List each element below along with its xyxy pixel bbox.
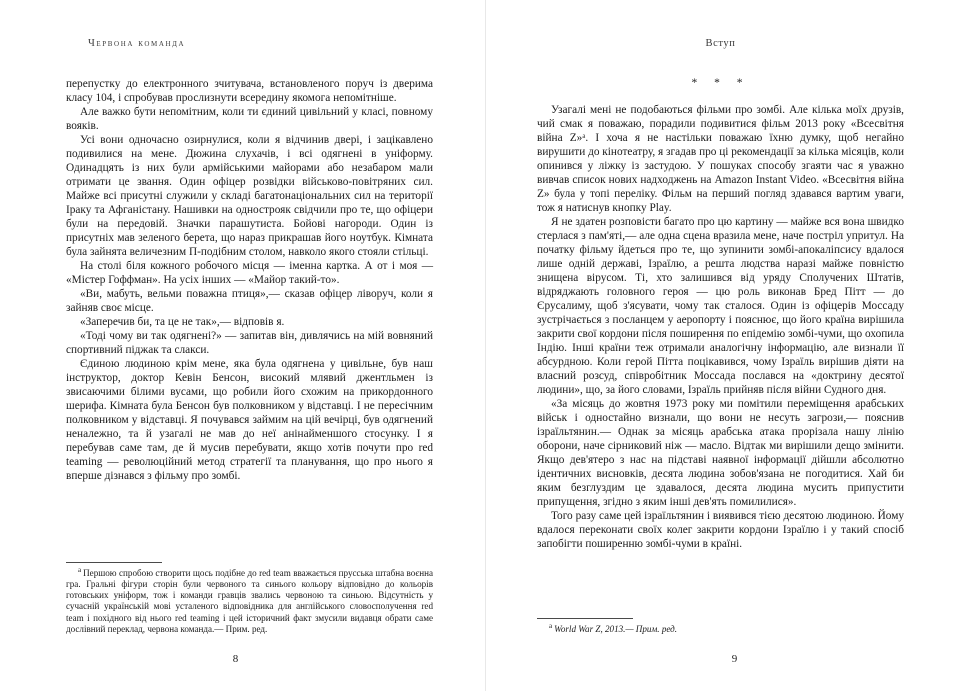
running-head-left: Червона команда	[88, 38, 186, 49]
section-divider: * * *	[691, 77, 750, 89]
page-number: 8	[232, 653, 239, 665]
paragraph: Єдиною людиною крім мене, яка була одягнена у цивільне, був наш інструктор, доктор Кевін Бенсон, високий млявий джентльмен із звисаючими білими вусами, що робили його схожим на прикордонного шерифа. Кімната була Бенсон був полковником у відставці. І не пересічним полковником у відставці. Я почувався займим на цій вечірці, був одягнений неналежно, та й узагалі не мав до неї анінайменшого стосунку. І я перебував саме там, де й мусив перебувати, якщо хотів почути про red teaming — революційний метод стратегії та планування, що про нього я вперше дізнався з фільму про зомбі.	[66, 358, 433, 482]
footnote-marker: a	[78, 565, 82, 574]
paragraph: Усі вони одночасно озирнулися, коли я відчинив двері, і зацікавлено подивилися на мене. Дюжина слухачів, і всі одягнені в уніформу. Одинадцять із них були армійськими майорами або незабаром мали отримати це звання. Один офіцер розвідки військово-повітряних сил. Майже всі присутні служили у складі багатонаціональних сил на території Іраку та Афганістану. Нашивки на однострояк свідчили про те, що офіцери були на передовій. Значки парашутиста. Бойові нагороди. Один із присутніх мав зеленого берета, що нараз прикрашав його ноутбук. Кімната була зайнята величезним П-подібним столом, навколо якого стояли стільці.	[66, 134, 433, 258]
body-text-right	[537, 103, 904, 551]
paragraph: Але важко бути непомітним, коли ти єдиний цивільний у класі, повному вояків.	[66, 106, 433, 132]
page-right	[485, 0, 970, 691]
paragraph: «Ви, мабуть, вельми поважна птиця»,— сказав офіцер ліворуч, коли я зайняв своє місце.	[66, 288, 433, 314]
paragraph: «За місяць до жовтня 1973 року ми помітили переміщення арабських військ і одностайно визнали, що вони не несуть загрози,— пояснив ізраїльтянин.— Однак за місяць арабська атака прорізала нашу лінію оборони, наче сірниковий ніж — масло. Відтак ми вирішили дещо змінити. Якщо дев'ятеро з нас на підставі наявної інформації дійшли абсолютно ідентичних висновків, десята людина зобов'язана не погодитися. Хай би яким безглуздим це здавалося, десята людина мусить припустити припущення, згідно з яким інші дев'ять помилилися».	[537, 398, 904, 508]
footnote-divider	[66, 562, 162, 563]
paragraph: «Заперечив би, та це не так»,— відповів я.	[80, 316, 285, 328]
body-text-left	[66, 77, 433, 483]
running-head-right: Вступ	[705, 38, 736, 49]
footnote-block-left	[66, 553, 433, 635]
paragraph: «Тоді чому ви так одягнені?» — запитав він, дивлячись на мій вовняний спортивний піджак та слакси.	[66, 330, 433, 356]
footnote-right	[537, 621, 904, 635]
folio-right	[485, 653, 970, 665]
footnote-block-right	[537, 609, 904, 635]
footnote-marker: a	[549, 621, 553, 630]
footnote-divider	[537, 618, 633, 619]
paragraph: На столі біля кожного робочого місця — іменна картка. А от і моя — «Містер Гоффман». На усіх інших — «Майор такий-то».	[66, 260, 433, 286]
footnote-left	[66, 565, 433, 635]
paragraph: Я не здатен розповісти багато про цю картину — майже вся вона швидко стерлася з пам'яті,— але одна сцена вразила мене, наче постріл упритул. На початку фільму йдеться про те, що зупинити зомбі-апокаліпсису вдалося лише одній державі, Ізраїлю, а решта людства наразі майже повністю знищена вірусом. Ті, хто залишився від уряду Сполучених Штатів, відряджають головного героя — цю роль виконав Бред Пітт — до Єрусалиму, щоб з'ясувати, чому так сталося. Один із офіцерів Моссаду зустрічається з посланцем у аеропорту і пояснює, що його країна вирішила закрити свої кордони після поширення по епідемію зомбі-чуми, що охопила Індію. Інші країни теж отримали аналогічну інформацію, але визнали її абсурдною. Коли герой Пітта поцікавився, чому Ізраїль вирішив діяти на власний розсуд, співробітник Моссада послався на «доктрину десятої людини», що, за його словами, Ізраїль прийняв після війни Судного дня.	[537, 216, 904, 396]
page-number: 9	[731, 653, 738, 665]
folio-left	[0, 653, 485, 665]
paragraph: Того разу саме цей ізраїльтянин і виявився тією десятою людиною. Йому вдалося переконати своїх колег закрити кордони Ізраїлю і у такий спосіб запобігти поширенню зомбі-чуми в країні.	[537, 510, 904, 550]
footnote-text: World War Z, 2013.— Прим. ред.	[554, 623, 678, 634]
paragraph: перепустку до електронного зчитувача, встановленого поруч із дверима класу 104, і спробував прослизнути всередину якомога непомітніше.	[66, 78, 433, 104]
paragraph: Узагалі мені не подобаються фільми про зомбі. Але кілька моїх друзів, чий смак я поважаю, порадили подивитися фільм 2013 року «Всесвітня війна Z»ᵃ. І хоча я не настільки поважаю їхню думку, щоб негайно вирушити до кінотеатру, я згадав про ці рекомендації за кілька місяців, коли опинився у ліжку із застудою. У пошуках способу згаяти час я уважно вивчав список нових надходжень на Amazon Instant Video. «Всесвітня війна Z» була у топі переліку. Фільм на перший погляд здавався вартим уваги, тож я натиснув кнопку Play.	[537, 104, 905, 214]
footnote-text: Першою спробою створити щось подібне до red team вважається прусська штабна воєнна гра. Гральні фігури сторін були червоного та синього кольору відповідно до кольорів готовських уніформ, тож і команди гравців звались червоною та синьою. Відсутність у сучасній українській мові усталеного відповідника для англійського словосполучення red team і похідного від нього red teaming і цей історичний факт змусили видавця обрати саме дослівний переклад, червона команда.— Прим. ред.	[66, 567, 433, 634]
